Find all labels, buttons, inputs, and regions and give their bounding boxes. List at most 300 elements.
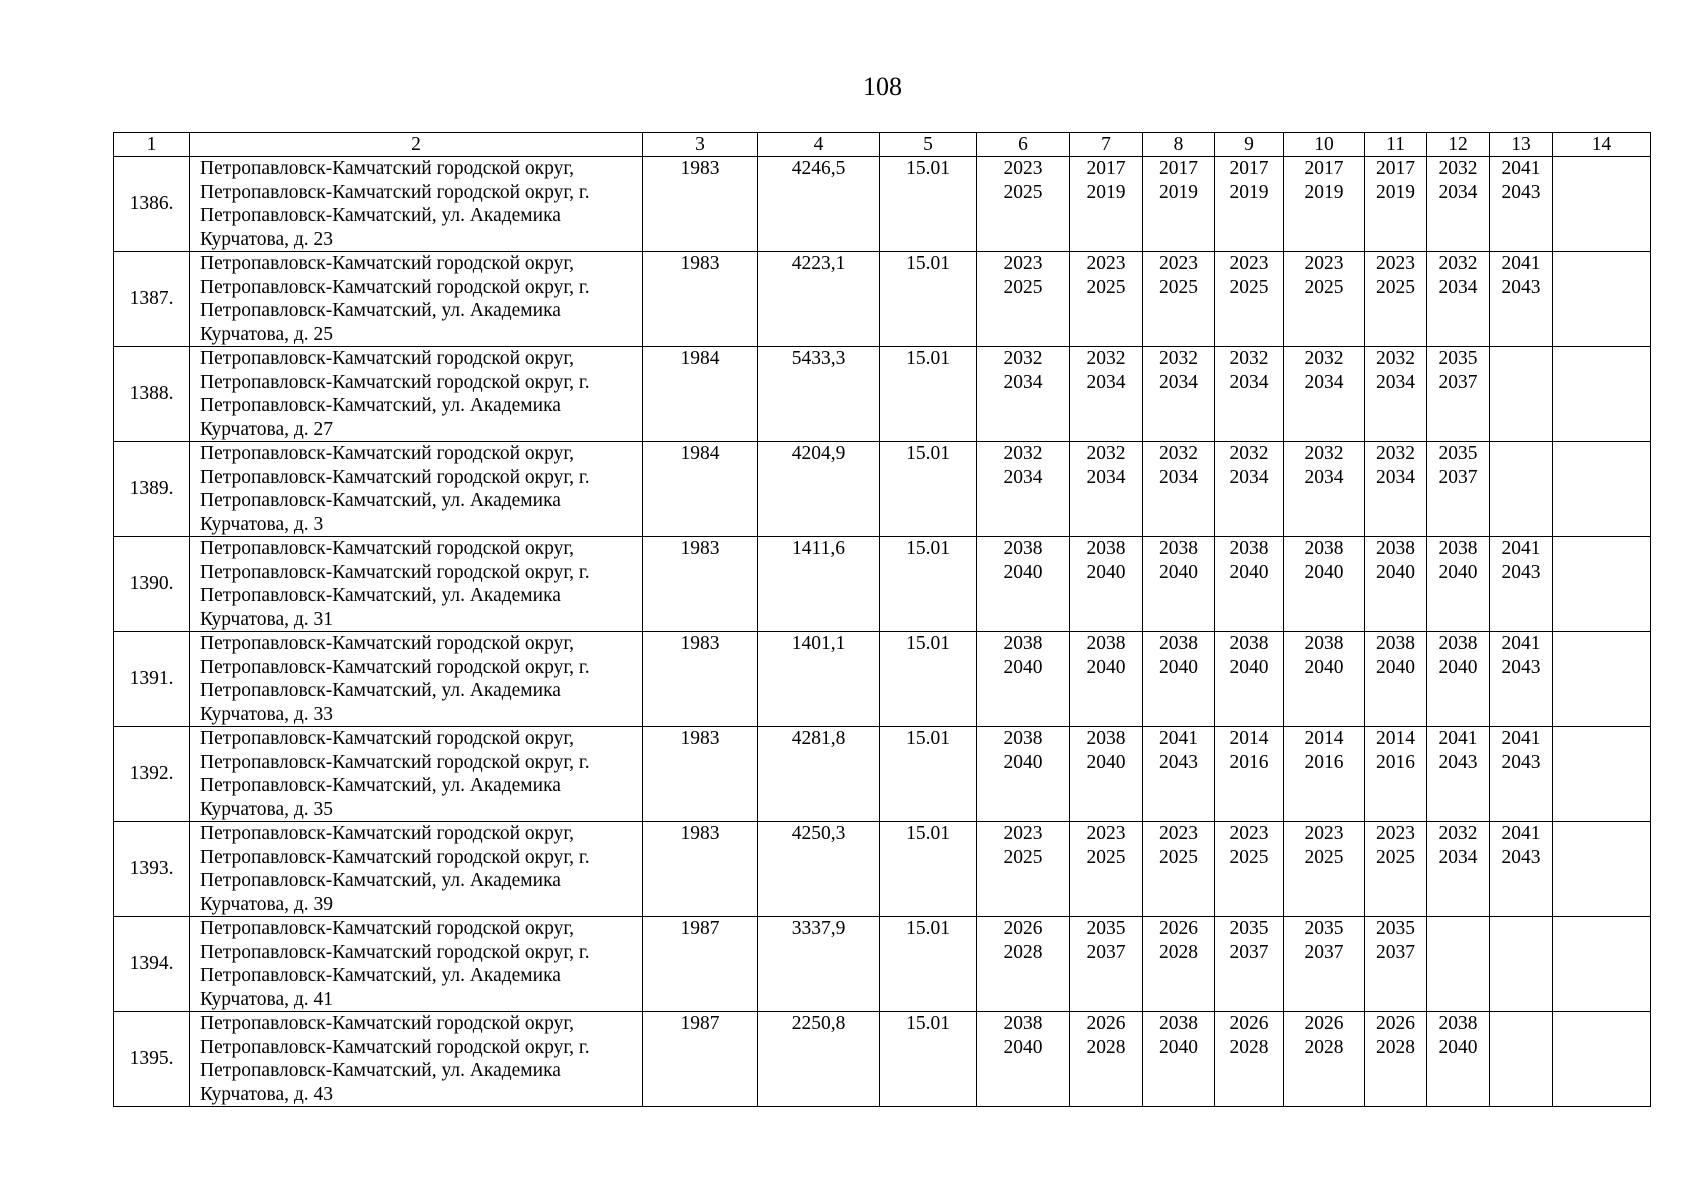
period-end: 2043 [1501,751,1541,773]
period-start: 2026 [1376,1013,1415,1034]
period-cell [1284,727,1365,822]
period-start: 2023 [1003,253,1043,274]
period-start: 2032 [1229,443,1269,464]
period-start: 2038 [1003,633,1043,654]
year-cell: 1983 [643,252,758,347]
period-cell [1215,347,1284,442]
period-end: 2025 [1304,846,1344,868]
area-cell: 4281,8 [758,727,880,822]
period-end: 2037 [1438,371,1478,393]
period-start: 2035 [1438,348,1478,369]
address-cell: Петропавловск-Камчатский городской округ, Петропавловск-Камчатский городской округ, г. Петропавловск-Камчатский, ул. Академика Курчатова, д. 39 [190,822,643,917]
code-cell: 15.01 [880,1012,977,1107]
period-cell [1553,442,1651,537]
year-cell: 1984 [643,442,758,537]
period-cell [1215,822,1284,917]
period-start: 2017 [1159,158,1198,179]
period-end: 2040 [1229,561,1269,583]
code-cell: 15.01 [880,917,977,1012]
table-row [114,252,1651,347]
column-header: 6 [977,133,1070,157]
code-cell: 15.01 [880,347,977,442]
period-start: 2038 [1304,538,1344,559]
period-start: 2038 [1376,538,1415,559]
period-cell [1490,822,1553,917]
period-end: 2034 [1438,846,1478,868]
period-cell [1490,157,1553,252]
period-cell [1427,347,1490,442]
period-start: 2026 [1229,1013,1269,1034]
period-cell [1365,727,1427,822]
year-cell: 1983 [643,727,758,822]
year-cell: 1987 [643,917,758,1012]
period-cell [1284,157,1365,252]
period-end: 2025 [1304,276,1344,298]
period-cell [977,537,1070,632]
period-end: 2040 [1086,751,1126,773]
period-cell [1427,727,1490,822]
period-end: 2040 [1304,656,1344,678]
period-end: 2040 [1003,656,1043,678]
period-end: 2040 [1159,561,1198,583]
period-cell [1143,252,1215,347]
period-end: 2028 [1304,1036,1344,1058]
year-cell: 1984 [643,347,758,442]
address-cell: Петропавловск-Камчатский городской округ, Петропавловск-Камчатский городской округ, г. Петропавловск-Камчатский, ул. Академика Курчатова, д. 33 [190,632,643,727]
period-cell [1365,822,1427,917]
code-cell: 15.01 [880,442,977,537]
period-start: 2038 [1376,633,1415,654]
period-start: 2023 [1304,253,1344,274]
period-cell [1215,727,1284,822]
period-end: 2019 [1376,181,1415,203]
period-cell [977,252,1070,347]
address-cell: Петропавловск-Камчатский городской округ, Петропавловск-Камчатский городской округ, г. Петропавловск-Камчатский, ул. Академика Курчатова, д. 43 [190,1012,643,1107]
table-row [114,632,1651,727]
area-cell: 1401,1 [758,632,880,727]
period-start: 2032 [1086,348,1126,369]
area-cell: 4223,1 [758,252,880,347]
period-cell [1284,822,1365,917]
period-start: 2038 [1438,1013,1478,1034]
period-end: 2019 [1229,181,1269,203]
period-start: 2026 [1304,1013,1344,1034]
period-end: 2043 [1501,846,1541,868]
address-cell: Петропавловск-Камчатский городской округ, Петропавловск-Камчатский городской округ, г. Петропавловск-Камчатский, ул. Академика Курчатова, д. 35 [190,727,643,822]
period-end: 2019 [1159,181,1198,203]
address-cell: Петропавловск-Камчатский городской округ, Петропавловск-Камчатский городской округ, г. Петропавловск-Камчатский, ул. Академика Курчатова, д. 25 [190,252,643,347]
address-cell: Петропавловск-Камчатский городской округ, Петропавловск-Камчатский городской округ, г. Петропавловск-Камчатский, ул. Академика Курчатова, д. 23 [190,157,643,252]
period-start: 2014 [1229,728,1269,749]
period-cell [1284,347,1365,442]
period-cell [1284,917,1365,1012]
period-end: 2040 [1086,656,1126,678]
period-cell [1143,917,1215,1012]
period-cell [1284,442,1365,537]
page-number: 108 [863,72,902,101]
code-cell: 15.01 [880,632,977,727]
period-start: 2032 [1376,443,1415,464]
period-cell [977,347,1070,442]
period-cell [1427,442,1490,537]
period-end: 2025 [1229,276,1269,298]
table-row [114,157,1651,252]
table-row [114,1012,1651,1107]
period-cell [977,632,1070,727]
period-cell [1215,442,1284,537]
period-end: 2043 [1501,181,1541,203]
year-cell: 1983 [643,822,758,917]
period-cell [1070,157,1143,252]
period-cell [977,157,1070,252]
period-end: 2043 [1159,751,1198,773]
period-start: 2041 [1438,728,1478,749]
column-header: 10 [1284,133,1365,157]
period-cell [1365,632,1427,727]
area-cell: 1411,6 [758,537,880,632]
period-start: 2038 [1086,633,1126,654]
period-cell [1070,252,1143,347]
header-row [114,133,1651,157]
period-cell [1427,157,1490,252]
period-start: 2023 [1376,253,1415,274]
row-number: 1395. [114,1012,190,1107]
period-start: 2035 [1229,918,1269,939]
period-end: 2034 [1159,371,1198,393]
period-start: 2038 [1229,538,1269,559]
period-cell [1490,347,1553,442]
period-start: 2023 [1159,253,1198,274]
period-cell [1553,917,1651,1012]
period-end: 2040 [1438,1036,1478,1058]
period-start: 2035 [1438,443,1478,464]
period-start: 2038 [1229,633,1269,654]
period-start: 2023 [1304,823,1344,844]
period-cell [1365,537,1427,632]
period-end: 2019 [1086,181,1126,203]
period-cell [1490,537,1553,632]
table-row [114,727,1651,822]
address-cell: Петропавловск-Камчатский городской округ, Петропавловск-Камчатский городской округ, г. Петропавловск-Камчатский, ул. Академика Курчатова, д. 27 [190,347,643,442]
year-cell: 1983 [643,632,758,727]
period-start: 2032 [1376,348,1415,369]
code-cell: 15.01 [880,822,977,917]
period-start: 2041 [1501,823,1541,844]
period-start: 2038 [1003,538,1043,559]
period-cell [1427,822,1490,917]
period-cell [1553,252,1651,347]
row-number: 1386. [114,157,190,252]
row-number: 1394. [114,917,190,1012]
row-number: 1387. [114,252,190,347]
period-end: 2043 [1501,561,1541,583]
column-header: 8 [1143,133,1215,157]
period-start: 2038 [1003,728,1043,749]
area-cell: 5433,3 [758,347,880,442]
period-end: 2034 [1438,181,1478,203]
period-cell [1427,252,1490,347]
period-cell [1365,252,1427,347]
period-start: 2038 [1159,1013,1198,1034]
period-end: 2019 [1304,181,1344,203]
period-start: 2038 [1086,728,1126,749]
period-cell [1427,917,1490,1012]
period-cell [1070,632,1143,727]
column-header: 11 [1365,133,1427,157]
period-start: 2017 [1304,158,1344,179]
period-start: 2041 [1501,728,1541,749]
period-start: 2041 [1501,158,1541,179]
period-cell [1427,632,1490,727]
period-cell [1490,727,1553,822]
period-start: 2023 [1003,823,1043,844]
period-start: 2041 [1501,253,1541,274]
period-cell [1553,157,1651,252]
period-end: 2034 [1304,466,1344,488]
period-start: 2038 [1003,1013,1043,1034]
period-cell [1284,537,1365,632]
area-cell: 4246,5 [758,157,880,252]
period-end: 2034 [1229,371,1269,393]
period-end: 2043 [1501,276,1541,298]
period-cell [1070,917,1143,1012]
period-start: 2032 [1438,158,1478,179]
period-cell [1553,1012,1651,1107]
period-cell [1143,157,1215,252]
period-start: 2014 [1376,728,1415,749]
period-cell [1215,157,1284,252]
period-end: 2037 [1376,941,1415,963]
period-cell [1365,347,1427,442]
period-cell [1070,1012,1143,1107]
column-header: 1 [114,133,190,157]
period-end: 2034 [1159,466,1198,488]
period-start: 2023 [1376,823,1415,844]
period-cell [1284,1012,1365,1107]
area-cell: 2250,8 [758,1012,880,1107]
period-end: 2025 [1376,276,1415,298]
period-end: 2037 [1229,941,1269,963]
code-cell: 15.01 [880,537,977,632]
period-end: 2034 [1003,466,1043,488]
period-end: 2028 [1159,941,1198,963]
period-start: 2032 [1003,348,1043,369]
column-header: 5 [880,133,977,157]
period-cell [1215,252,1284,347]
table-row [114,442,1651,537]
year-cell: 1987 [643,1012,758,1107]
period-cell [1215,632,1284,727]
period-start: 2023 [1086,253,1126,274]
period-cell [1070,347,1143,442]
row-number: 1389. [114,442,190,537]
period-end: 2034 [1438,276,1478,298]
period-start: 2041 [1501,633,1541,654]
column-header: 12 [1427,133,1490,157]
period-end: 2025 [1376,846,1415,868]
table-row [114,347,1651,442]
period-end: 2040 [1003,751,1043,773]
row-number: 1390. [114,537,190,632]
period-cell [1284,632,1365,727]
period-end: 2025 [1086,846,1126,868]
period-start: 2038 [1304,633,1344,654]
period-start: 2014 [1304,728,1344,749]
period-end: 2016 [1304,751,1344,773]
period-cell [1553,632,1651,727]
period-start: 2032 [1086,443,1126,464]
period-cell [1553,537,1651,632]
row-number: 1391. [114,632,190,727]
code-cell: 15.01 [880,727,977,822]
period-end: 2028 [1086,1036,1126,1058]
period-cell [1427,537,1490,632]
period-cell [1215,1012,1284,1107]
period-end: 2040 [1438,561,1478,583]
period-end: 2016 [1376,751,1415,773]
period-cell [1553,822,1651,917]
period-end: 2028 [1229,1036,1269,1058]
period-cell [1365,442,1427,537]
period-cell [1490,442,1553,537]
period-cell [1215,537,1284,632]
period-end: 2040 [1086,561,1126,583]
year-cell: 1983 [643,157,758,252]
period-cell [1365,917,1427,1012]
period-start: 2038 [1159,538,1198,559]
period-end: 2043 [1438,751,1478,773]
year-cell: 1983 [643,537,758,632]
period-start: 2023 [1159,823,1198,844]
period-start: 2026 [1159,918,1198,939]
period-cell [1490,917,1553,1012]
column-header: 13 [1490,133,1553,157]
period-start: 2023 [1229,253,1269,274]
period-end: 2040 [1304,561,1344,583]
period-start: 2032 [1304,348,1344,369]
period-end: 2025 [1159,276,1198,298]
area-cell: 3337,9 [758,917,880,1012]
period-end: 2034 [1376,371,1415,393]
period-cell [1143,822,1215,917]
period-end: 2034 [1376,466,1415,488]
period-start: 2032 [1159,443,1198,464]
period-end: 2043 [1501,656,1541,678]
period-end: 2037 [1086,941,1126,963]
period-cell [977,917,1070,1012]
period-cell [1143,632,1215,727]
period-cell [977,822,1070,917]
period-cell [1427,1012,1490,1107]
period-end: 2034 [1229,466,1269,488]
period-cell [1365,157,1427,252]
period-start: 2038 [1086,538,1126,559]
period-start: 2032 [1304,443,1344,464]
period-end: 2040 [1229,656,1269,678]
period-cell [1365,1012,1427,1107]
column-header: 9 [1215,133,1284,157]
period-start: 2026 [1086,1013,1126,1034]
period-cell [1490,632,1553,727]
registry-table [113,132,1651,1107]
period-end: 2034 [1304,371,1344,393]
period-cell [1143,347,1215,442]
period-start: 2023 [1003,158,1043,179]
period-start: 2035 [1304,918,1344,939]
period-start: 2038 [1438,538,1478,559]
period-end: 2040 [1376,561,1415,583]
row-number: 1392. [114,727,190,822]
period-start: 2041 [1501,538,1541,559]
period-cell [977,1012,1070,1107]
period-cell [977,442,1070,537]
period-start: 2038 [1159,633,1198,654]
period-cell [1284,252,1365,347]
period-cell [1553,727,1651,822]
table-row [114,822,1651,917]
period-start: 2017 [1376,158,1415,179]
period-start: 2032 [1229,348,1269,369]
address-cell: Петропавловск-Камчатский городской округ, Петропавловск-Камчатский городской округ, г. Петропавловск-Камчатский, ул. Академика Курчатова, д. 41 [190,917,643,1012]
period-start: 2032 [1438,253,1478,274]
period-end: 2025 [1086,276,1126,298]
period-start: 2041 [1159,728,1198,749]
address-cell: Петропавловск-Камчатский городской округ, Петропавловск-Камчатский городской округ, г. Петропавловск-Камчатский, ул. Академика Курчатова, д. 31 [190,537,643,632]
period-end: 2025 [1003,846,1043,868]
period-start: 2017 [1229,158,1269,179]
period-end: 2040 [1159,656,1198,678]
area-cell: 4204,9 [758,442,880,537]
period-end: 2025 [1003,276,1043,298]
period-cell [1070,727,1143,822]
period-end: 2037 [1438,466,1478,488]
period-end: 2025 [1159,846,1198,868]
period-start: 2035 [1086,918,1126,939]
period-end: 2028 [1376,1036,1415,1058]
period-cell [1070,537,1143,632]
period-cell [1143,442,1215,537]
period-cell [1490,252,1553,347]
period-cell [1215,917,1284,1012]
column-header: 7 [1070,133,1143,157]
period-start: 2017 [1086,158,1126,179]
period-end: 2040 [1003,561,1043,583]
column-header: 3 [643,133,758,157]
period-end: 2025 [1229,846,1269,868]
period-end: 2040 [1376,656,1415,678]
period-end: 2037 [1304,941,1344,963]
period-cell [1490,1012,1553,1107]
address-cell: Петропавловск-Камчатский городской округ, Петропавловск-Камчатский городской округ, г. Петропавловск-Камчатский, ул. Академика Курчатова, д. 3 [190,442,643,537]
period-start: 2032 [1003,443,1043,464]
period-end: 2028 [1003,941,1043,963]
table-row [114,537,1651,632]
period-end: 2040 [1159,1036,1198,1058]
period-cell [1143,1012,1215,1107]
row-number: 1388. [114,347,190,442]
period-cell [1070,442,1143,537]
period-cell [1070,822,1143,917]
period-start: 2032 [1159,348,1198,369]
column-header: 4 [758,133,880,157]
period-end: 2034 [1003,371,1043,393]
period-cell [977,727,1070,822]
code-cell: 15.01 [880,157,977,252]
period-end: 2034 [1086,371,1126,393]
period-cell [1143,727,1215,822]
period-cell [1553,347,1651,442]
table-body [114,157,1651,1107]
